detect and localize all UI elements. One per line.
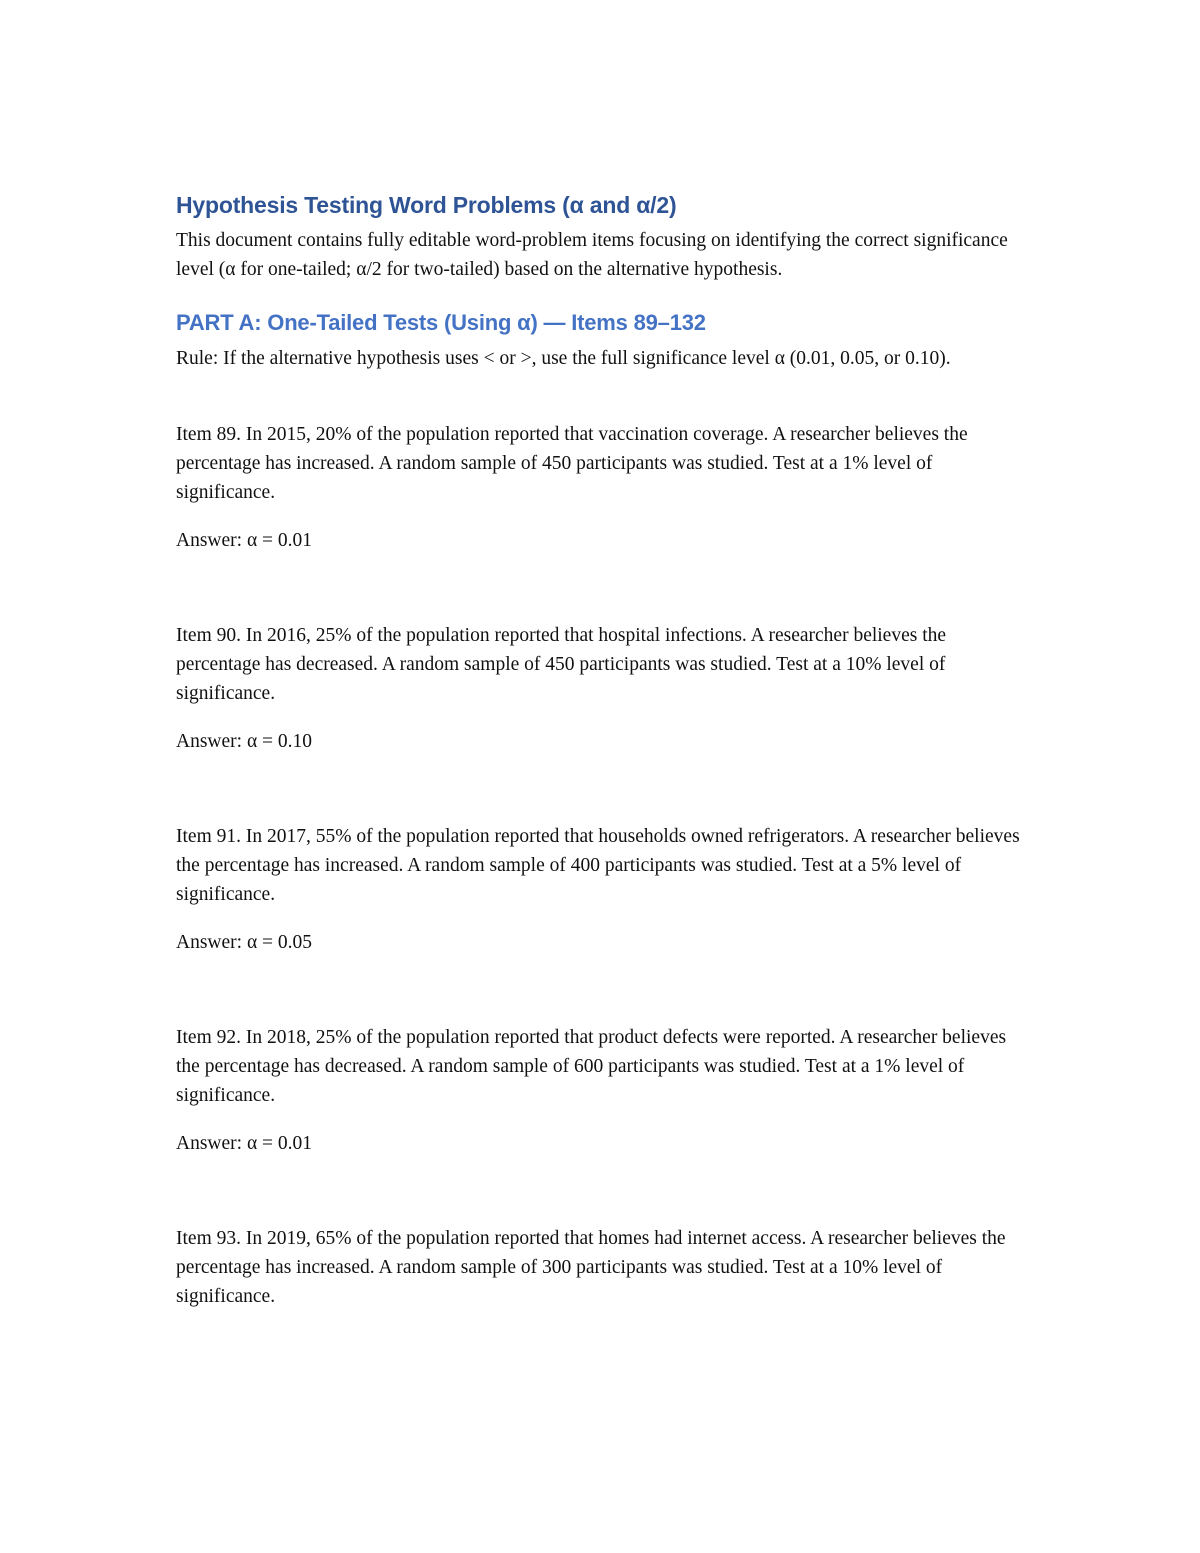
item-89 (176, 420, 1026, 555)
item-92 (176, 1023, 1026, 1158)
item-90 (176, 621, 1026, 756)
item-answer: Answer: α = 0.10 (176, 731, 313, 752)
item-text: Item 90. In 2016, 25% of the population reported that hospital infections. A researcher believes the percentage has decreased. A random sample of 450 participants was studied. Test at a 10% level of significance. (176, 625, 947, 704)
item-text: Item 93. In 2019, 65% of the population reported that homes had internet access. A researcher believes the percentage has increased. A random sample of 300 participants was studied. Test at a 10% level of significance. (176, 1228, 1006, 1307)
document-title: Hypothesis Testing Word Problems (α and α/2) (176, 192, 677, 218)
item-text: Item 92. In 2018, 25% of the population reported that product defects were reported. A researcher believes the percentage has decreased. A random sample of 600 participants was studied. Test at a 1% level of significance. (176, 1027, 1007, 1106)
item-91 (176, 822, 1026, 957)
part-a-heading: PART A: One-Tailed Tests (Using α) — Items 89–132 (176, 310, 706, 335)
item-93 (176, 1224, 1026, 1311)
item-text: Item 91. In 2017, 55% of the population reported that households owned refrigerators. A researcher believes the percentage has increased. A random sample of 400 participants was studied. Test at a 5% level of significance. (176, 826, 1020, 905)
item-answer: Answer: α = 0.05 (176, 932, 313, 953)
intro-paragraph: This document contains fully editable word-problem items focusing on identifying the correct significance level (α for one-tailed; α/2 for two-tailed) based on the alternative hypothesis. (176, 230, 1008, 280)
item-answer: Answer: α = 0.01 (176, 1133, 313, 1154)
document-body (176, 190, 1026, 1330)
item-answer: Answer: α = 0.01 (176, 530, 313, 551)
item-text: Item 89. In 2015, 20% of the population reported that vaccination coverage. A researcher believes the percentage has increased. A random sample of 450 participants was studied. Test at a 1% level of significance. (176, 424, 968, 503)
part-a-rule: Rule: If the alternative hypothesis uses < or >, use the full significance level α (0.01, 0.05, or 0.10). (176, 348, 951, 369)
